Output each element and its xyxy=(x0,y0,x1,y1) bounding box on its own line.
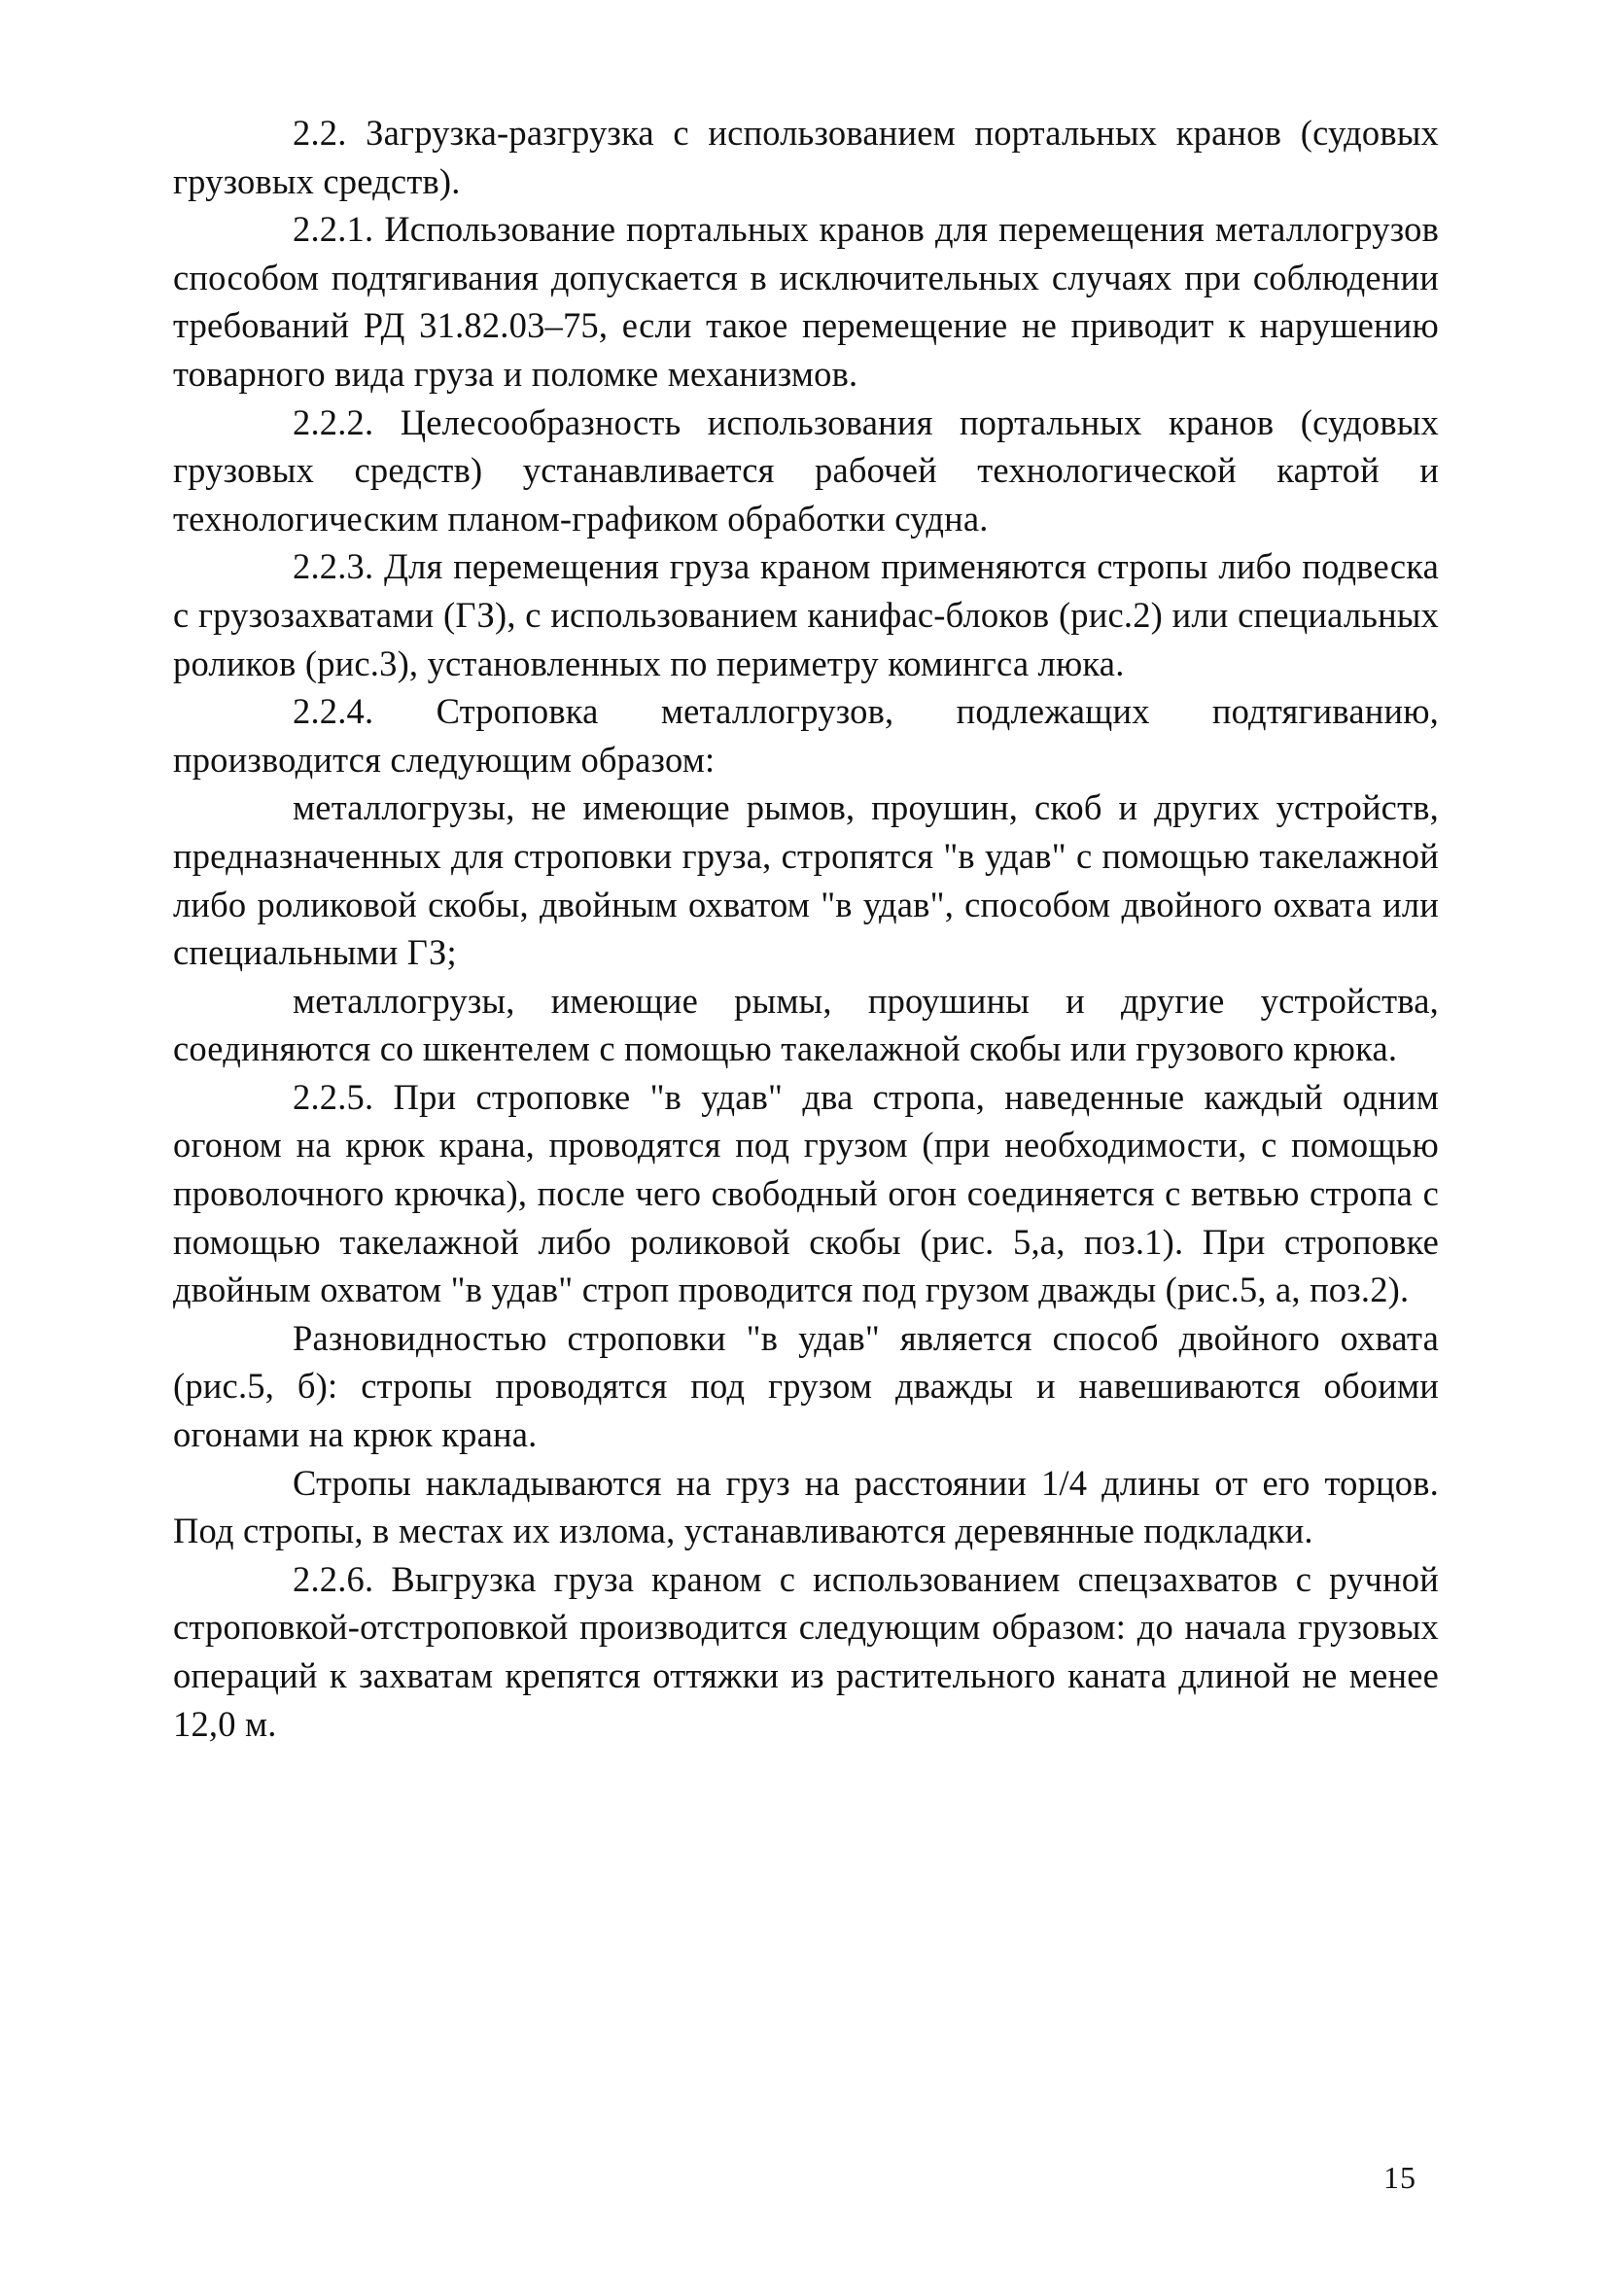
paragraph-2-2-2: 2.2.2. Целесообразность использования портальных кранов (судовых грузовых средств) устанавливается рабочей технологической картой и технологическим планом-графиком обработки судна. xyxy=(173,401,1439,539)
paragraph-2-2: 2.2. Загрузка-разгрузка с использованием портальных кранов (судовых грузовых средств). xyxy=(173,113,1439,201)
page-number: 15 xyxy=(1383,2160,1416,2195)
paragraph-double-wrap: Разновидностью строповки "в удав" является способ двойного охвата (рис.5, б): стропы проводятся под грузом дважды и навешиваются обоими огонами на крюк крана. xyxy=(173,1317,1439,1455)
paragraph-2-2-4: 2.2.4. Строповка металлогрузов, подлежащих подтягиванию, производится следующим образом: xyxy=(173,691,1439,780)
paragraph-slinging-with-eyes: металлогрузы, имеющие рымы, проушины и другие устройства, соединяются со шкентелем с помощью такелажной скобы или грузового крюка. xyxy=(173,980,1439,1069)
paragraph-2-2-6: 2.2.6. Выгрузка груза краном с использованием спецзахватов с ручной строповкой-отстроповкой производится следующим образом: до начала грузовых операций к захватам крепятся оттяжки из растительного каната длиной не менее 12,0 м. xyxy=(173,1558,1439,1744)
paragraph-sling-placement: Стропы накладываются на груз на расстоянии 1/4 длины от его торцов. Под стропы, в местах их излома, устанавливаются деревянные подкладки. xyxy=(173,1462,1439,1551)
paragraph-2-2-5: 2.2.5. При строповке "в удав" два стропа, наведенные каждый одним огоном на крюк крана, проводятся под грузом (при необходимости, с помощью проволочного крючка), после чего свободный огон соединяется с ветвью стропа с помощью такелажной либо роликовой скобы (рис. 5,а, поз.1). При строповке двойным охватом "в удав" строп проводится под грузом дважды (рис.5, а, поз.2). xyxy=(173,1076,1439,1310)
paragraph-slinging-no-eyes: металлогрузы, не имеющие рымов, проушин, скоб и других устройств, предназначенных для строповки груза, стропятся "в удав" с помощью такелажной либо роликовой скобы, двойным охватом "в удав", способом двойного охвата или специальными ГЗ; xyxy=(173,787,1439,973)
paragraph-2-2-1: 2.2.1. Использование портальных кранов для перемещения металлогрузов способом подтягивания допускается в исключительных случаях при соблюдении требований РД 31.82.03–75, если такое перемещение не приводит к нарушению товарного вида груза и поломке механизмов. xyxy=(173,209,1439,394)
document-body xyxy=(173,109,1439,1748)
paragraph-2-2-3: 2.2.3. Для перемещения груза краном применяются стропы либо подвеска с грузозахватами (ГЗ), с использованием канифас-блоков (рис.2) или специальных роликов (рис.3), установленных по периметру комингса люка. xyxy=(173,546,1439,683)
